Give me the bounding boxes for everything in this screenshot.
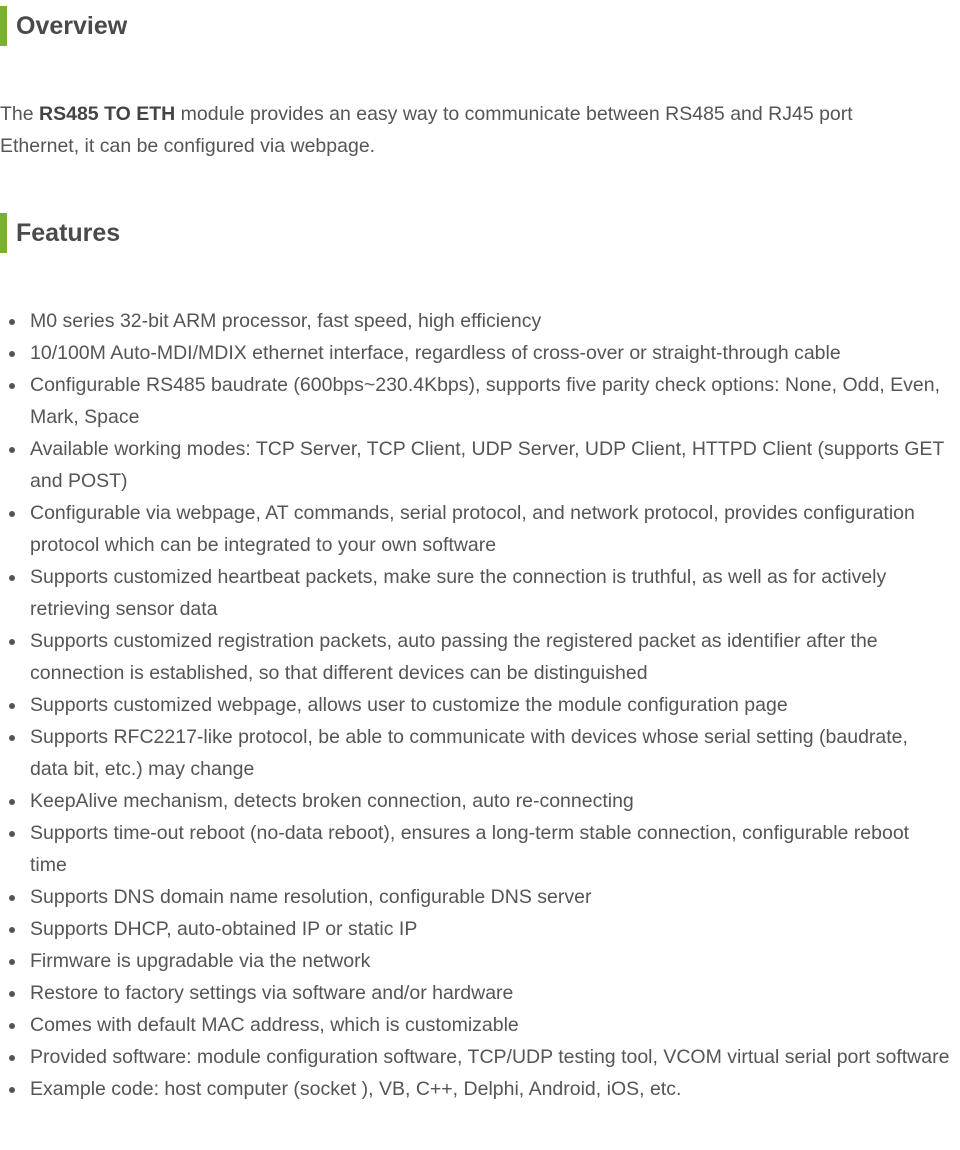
feature-item-text: KeepAlive mechanism, detects broken connection, auto re-connecting xyxy=(30,790,634,812)
intro-suffix: module provides an easy way to communicate between RS485 and RJ45 port Ethernet, it can be configured via webpage. xyxy=(0,103,853,157)
feature-item xyxy=(30,785,950,817)
feature-item xyxy=(30,1073,950,1105)
feature-item xyxy=(30,945,950,977)
bullet-icon xyxy=(9,1055,15,1061)
feature-item xyxy=(30,497,950,561)
bullet-icon xyxy=(9,639,15,645)
feature-item xyxy=(30,1009,950,1041)
feature-item xyxy=(30,977,950,1009)
feature-item-text: Configurable via webpage, AT commands, serial protocol, and network protocol, provides configuration protocol which can be integrated to your own software xyxy=(30,502,915,556)
bullet-icon xyxy=(9,1087,15,1093)
feature-item-text: Supports customized heartbeat packets, make sure the connection is truthful, as well as for actively retrieving sensor data xyxy=(30,566,887,620)
bullet-icon xyxy=(9,351,15,357)
bullet-icon xyxy=(9,959,15,965)
feature-item-text: Example code: host computer (socket ), VB, C++, Delphi, Android, iOS, etc. xyxy=(30,1078,682,1100)
bullet-icon xyxy=(9,895,15,901)
bullet-icon xyxy=(9,991,15,997)
feature-item-text: 10/100M Auto-MDI/MDIX ethernet interface, regardless of cross-over or straight-through cable xyxy=(30,342,841,364)
overview-heading-text: Overview xyxy=(16,12,128,40)
feature-item xyxy=(30,817,950,881)
feature-item xyxy=(30,337,950,369)
feature-item-text: Configurable RS485 baudrate (600bps~230.4Kbps), supports five parity check options: None, Odd, Even, Mark, Space xyxy=(30,374,941,428)
feature-item-text: Supports DHCP, auto-obtained IP or static IP xyxy=(30,918,418,940)
bullet-icon xyxy=(9,735,15,741)
feature-item-text: Available working modes: TCP Server, TCP Client, UDP Server, UDP Client, HTTPD Client (supports GET and POST) xyxy=(30,438,944,492)
feature-item xyxy=(30,625,950,689)
feature-item-text: Firmware is upgradable via the network xyxy=(30,950,371,972)
bullet-icon xyxy=(9,1023,15,1029)
feature-item-text: Supports DNS domain name resolution, configurable DNS server xyxy=(30,886,592,908)
features-heading-text: Features xyxy=(16,219,121,247)
feature-item-text: Supports time-out reboot (no-data reboot), ensures a long-term stable connection, configurable reboot time xyxy=(30,822,910,876)
feature-item xyxy=(30,433,950,497)
feature-item xyxy=(30,369,950,433)
feature-item-text: Provided software: module configuration software, TCP/UDP testing tool, VCOM virtual serial port software xyxy=(30,1046,950,1068)
overview-intro xyxy=(0,98,900,162)
overview-heading xyxy=(0,6,127,46)
intro-module-name: RS485 TO ETH xyxy=(39,103,176,125)
feature-item xyxy=(30,561,950,625)
feature-item-text: Supports customized webpage, allows user to customize the module configuration page xyxy=(30,694,788,716)
bullet-icon xyxy=(9,575,15,581)
intro-prefix: The xyxy=(0,103,40,125)
feature-item xyxy=(30,881,950,913)
bullet-icon xyxy=(9,447,15,453)
feature-item xyxy=(30,1041,950,1073)
bullet-icon xyxy=(9,703,15,709)
feature-item xyxy=(30,305,950,337)
feature-item-text: Supports RFC2217-like protocol, be able to communicate with devices whose serial setting (baudrate, data bit, etc.) may change xyxy=(30,726,908,780)
bullet-icon xyxy=(9,831,15,837)
feature-item xyxy=(30,689,950,721)
feature-item-text: Restore to factory settings via software and/or hardware xyxy=(30,982,514,1004)
bullet-icon xyxy=(9,511,15,517)
features-list xyxy=(0,305,950,1105)
bullet-icon xyxy=(9,799,15,805)
bullet-icon xyxy=(9,927,15,933)
feature-item xyxy=(30,913,950,945)
feature-item xyxy=(30,721,950,785)
bullet-icon xyxy=(9,383,15,389)
features-heading xyxy=(0,213,120,253)
feature-item-text: Supports customized registration packets, auto passing the registered packet as identifier after the connection is established, so that different devices can be distinguished xyxy=(30,630,878,684)
bullet-icon xyxy=(9,319,15,325)
feature-item-text: M0 series 32-bit ARM processor, fast speed, high efficiency xyxy=(30,310,542,332)
feature-item-text: Comes with default MAC address, which is customizable xyxy=(30,1014,519,1036)
